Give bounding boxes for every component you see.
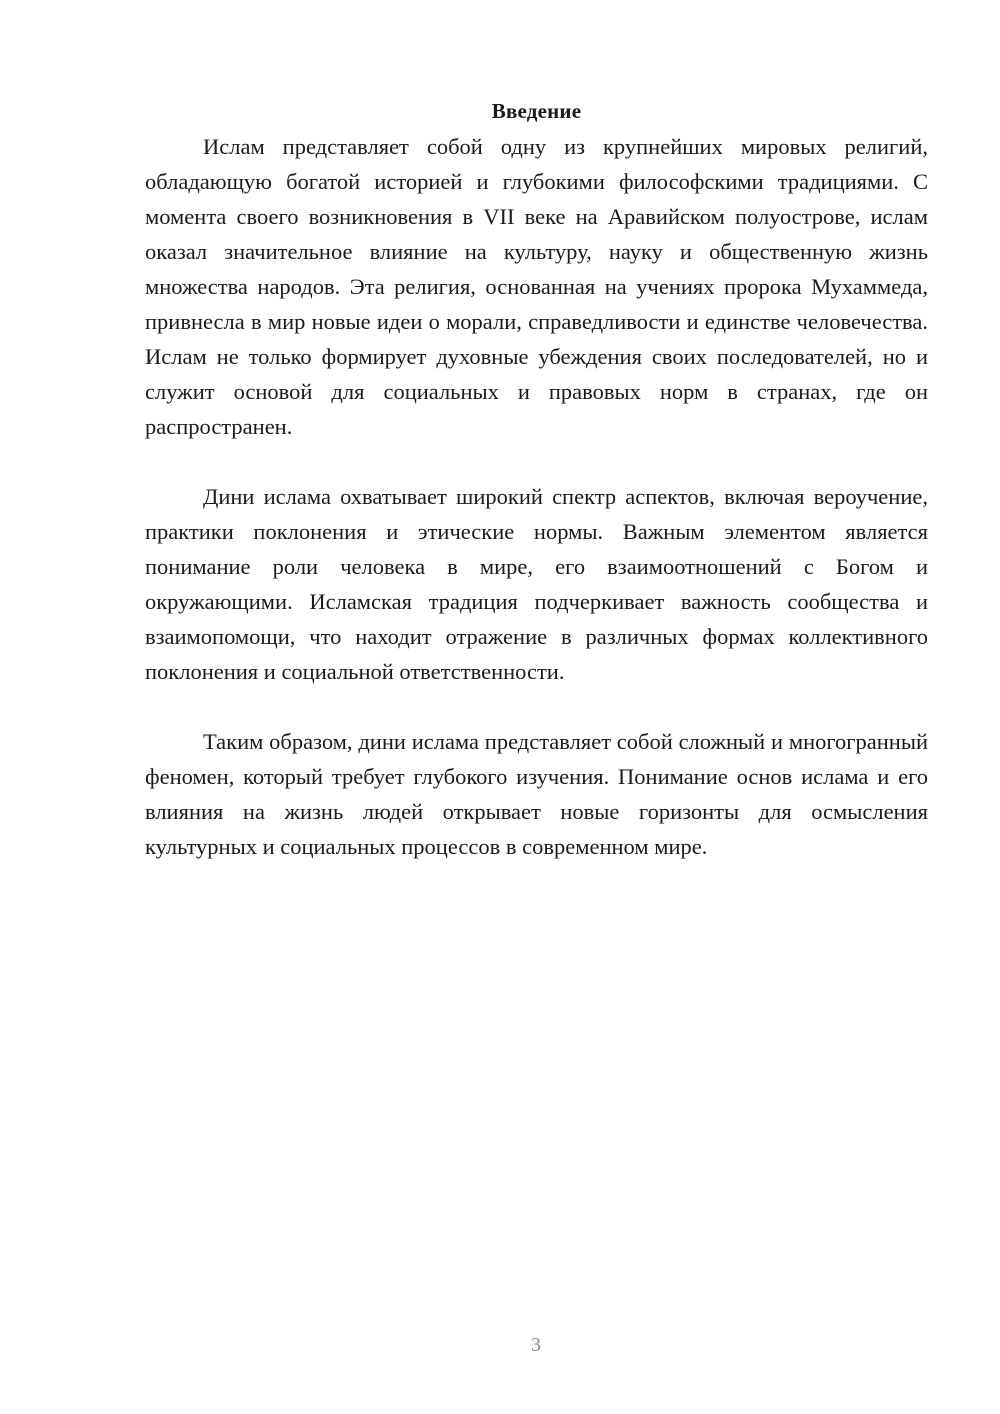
page-number: 3 bbox=[531, 1334, 541, 1356]
document-body bbox=[145, 94, 928, 899]
paragraph-2: Дини ислама охватывает широкий спектр аспектов, включая вероучение, практики поклонения и этические нормы. Важным элементом является понимание роли человека в мире, его взаимоотношений с Богом и окружающими. Исламская традиция подчеркивает важность сообщества и взаимопомощи, что находит отражение в различных формах коллективного поклонения и социальной ответственности. bbox=[145, 484, 928, 684]
paragraph-3: Таким образом, дини ислама представляет собой сложный и многогранный феномен, который требует глубокого изучения. Понимание основ ислама и его влияния на жизнь людей открывает новые горизонты для осмысления культурных и социальных процессов в современном мире. bbox=[145, 729, 928, 859]
paragraph-1: Ислам представляет собой одну из крупнейших мировых религий, обладающую богатой историей и глубокими философскими традициями. С момента своего возникновения в VII веке на Аравийском полуострове, ислам оказал значительное влияние на культуру, науку и общественную жизнь множества народов. Эта религия, основанная на учениях пророка Мухаммеда, привнесла в мир новые идеи о морали, справедливости и единстве человечества. Ислам не только формирует духовные убеждения своих последователей, но и служит основой для социальных и правовых норм в странах, где он распространен. bbox=[145, 134, 928, 439]
section-title: Введение bbox=[491, 99, 582, 123]
